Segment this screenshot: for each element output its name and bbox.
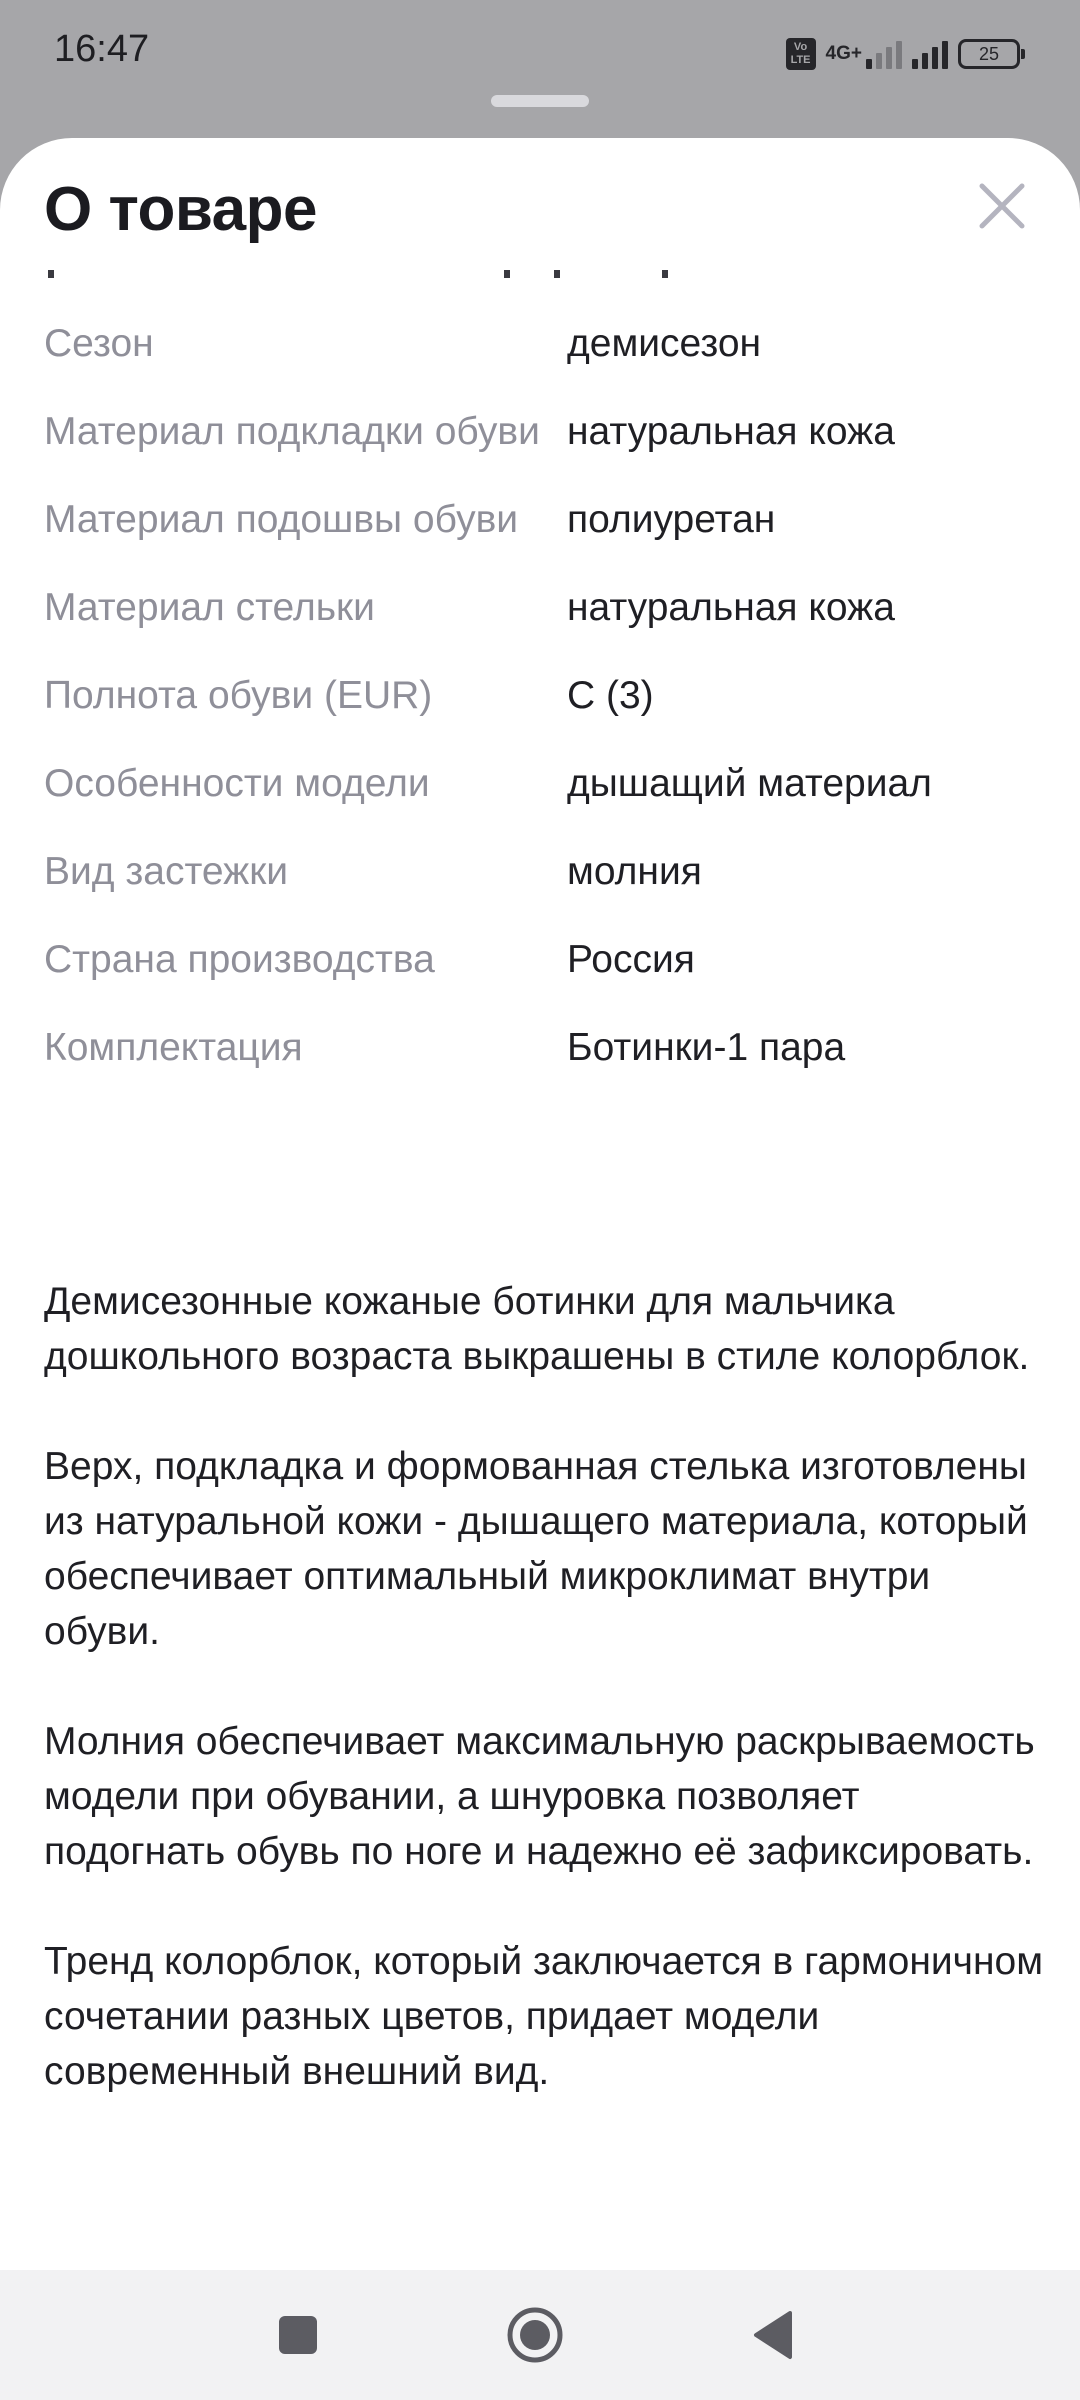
signal-sim2-icon bbox=[912, 39, 948, 69]
spec-row bbox=[44, 844, 1044, 899]
description-paragraph: Тренд колорблок, который заключается в гармоничном сочетании разных цветов, придает модели современный внешний вид. bbox=[44, 1940, 1044, 2093]
triangle-back-icon bbox=[748, 2309, 796, 2361]
spec-row bbox=[44, 580, 1044, 635]
home-button[interactable] bbox=[475, 2270, 595, 2400]
spec-list bbox=[44, 316, 1044, 1108]
spec-value: C (3) bbox=[567, 674, 654, 717]
spec-row bbox=[44, 756, 1044, 811]
square-recent-apps-icon bbox=[276, 2313, 320, 2357]
spec-value: демисезон bbox=[567, 322, 762, 365]
spec-label: Комплектация bbox=[44, 1026, 303, 1069]
sheet-title: О товаре bbox=[44, 175, 318, 244]
status-time: 16:47 bbox=[54, 28, 150, 70]
close-icon bbox=[974, 178, 1030, 234]
product-description bbox=[44, 1274, 1044, 2154]
battery-icon bbox=[958, 39, 1020, 69]
spec-label: Материал подкладки обуви bbox=[44, 410, 540, 453]
spec-label: Сезон bbox=[44, 322, 154, 365]
spec-label: Материал подошвы обуви bbox=[44, 498, 519, 541]
product-info-sheet bbox=[0, 138, 1080, 2270]
network-type-label: 4G+ bbox=[825, 43, 862, 64]
spec-label: Страна производства bbox=[44, 938, 435, 981]
volte-icon: Vo LTE bbox=[786, 38, 816, 70]
spec-value: Ботинки-1 пара bbox=[567, 1026, 846, 1069]
spec-label: Особенности модели bbox=[44, 762, 430, 805]
spec-value: натуральная кожа bbox=[567, 586, 895, 629]
spec-row bbox=[44, 316, 1044, 371]
spec-label: Вид застежки bbox=[44, 850, 289, 893]
close-button[interactable] bbox=[974, 178, 1030, 234]
spec-value: молния bbox=[567, 850, 702, 893]
description-paragraph: Демисезонные кожаные ботинки для мальчика дошкольного возраста выкрашены в стиле колорблок. bbox=[44, 1280, 1030, 1378]
spec-value: дышащий материал bbox=[567, 762, 932, 805]
status-icons bbox=[786, 36, 1020, 72]
spec-row bbox=[44, 668, 1044, 723]
spec-row bbox=[44, 492, 1044, 547]
spec-label: Материал стельки bbox=[44, 586, 375, 629]
sheet-drag-handle[interactable] bbox=[491, 95, 589, 107]
spec-row bbox=[44, 1020, 1044, 1075]
signal-sim1-icon bbox=[866, 39, 902, 69]
recent-apps-button[interactable] bbox=[238, 2270, 358, 2400]
spec-value: полиуретан bbox=[567, 498, 776, 541]
spec-label: Полнота обуви (EUR) bbox=[44, 674, 433, 717]
spec-row bbox=[44, 932, 1044, 987]
back-button[interactable] bbox=[712, 2270, 832, 2400]
spec-value: Россия bbox=[567, 938, 695, 981]
system-navigation-bar bbox=[0, 2270, 1080, 2400]
spec-row bbox=[44, 404, 1044, 459]
description-paragraph: Молния обеспечивает максимальную раскрываемость модели при обувании, а шнуровка позволяет подогнать обувь по ноге и надежно её зафиксировать. bbox=[44, 1720, 1035, 1873]
description-paragraph: Верх, подкладка и формованная стелька изготовлены из натуральной кожи - дышащего материала, который обеспечивает оптимальный микроклимат внутри обуви. bbox=[44, 1445, 1028, 1653]
circle-home-icon bbox=[505, 2305, 565, 2365]
clipped-spec-row bbox=[44, 270, 1044, 278]
battery-level: 25 bbox=[978, 43, 1000, 64]
status-bar bbox=[0, 0, 1080, 100]
spec-value: натуральная кожа bbox=[567, 410, 895, 453]
